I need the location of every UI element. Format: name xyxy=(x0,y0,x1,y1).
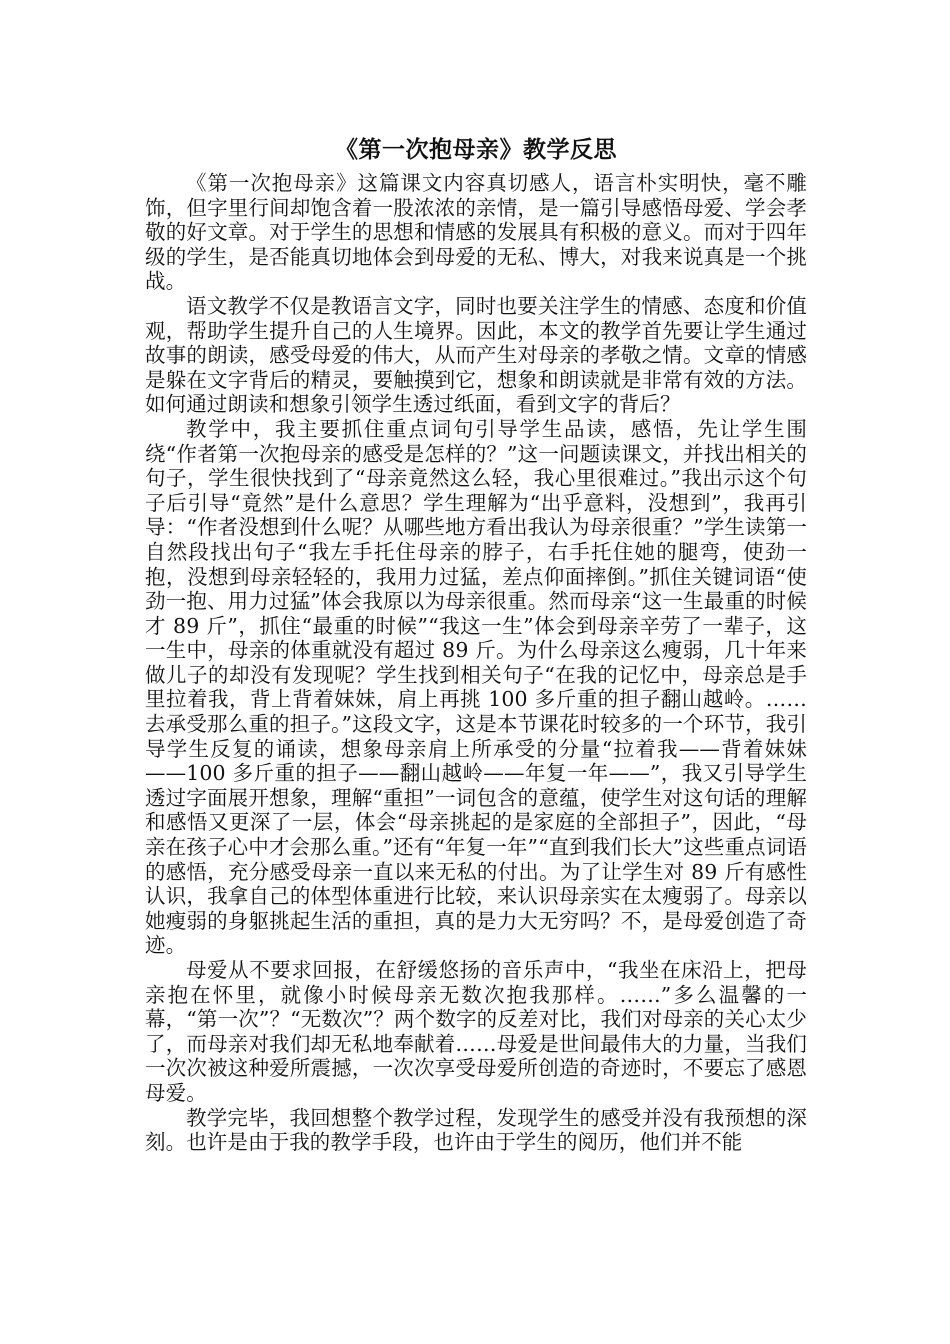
document-title: 《第一次抱母亲》教学反思 xyxy=(335,136,617,163)
document-body xyxy=(145,133,807,1155)
paragraph-2: 语文教学不仅是教语言文字，同时也要关注学生的情感、态度和价值观，帮助学生提升自己的人生境界。因此，本文的教学首先要让学生通过故事的朗读，感受母爱的伟大，从而产生对母亲的孝敬之情。文章的情感是躲在文字背后的精灵，要触摸到它，想象和朗读就是非常有效的方法。如何通过朗读和想象引领学生透过纸面，看到文字的背后？ xyxy=(145,293,807,417)
paragraph-4: 母爱从不要求回报，在舒缓悠扬的音乐声中，“我坐在床沿上，把母亲抱在怀里，就像小时候母亲无数次抱我那样。……”多么温馨的一幕，“第一次”？“无数次”？两个数字的反差对比，我们对母亲的关心太少了，而母亲对我们却无私地奉献着……母爱是世间最伟大的力量，当我们一次次被这种爱所震撼，一次次享受母爱所创造的奇迹时，不要忘了感恩母爱。 xyxy=(145,958,807,1105)
paragraph-1: 《第一次抱母亲》这篇课文内容真切感人，语言朴实明快，毫不雕饰，但字里行间却饱含着一股浓浓的亲情，是一篇引导感悟母爱、学会孝敬的好文章。对于学生的思想和情感的发展具有积极的意义。而对于四年级的学生，是否能真切地体会到母爱的无私、博大，对我来说真是一个挑战。 xyxy=(145,171,807,294)
paragraph-5: 教学完毕，我回想整个教学过程，发现学生的感受并没有我预想的深刻。也许是由于我的教学手段，也许由于学生的阅历，他们并不能 xyxy=(145,1105,807,1155)
paragraph-3: 教学中，我主要抓住重点词句引导学生品读，感悟，先让学生围绕“作者第一次抱母亲的感受是怎样的？”这一问题读课文，并找出相关的句子，学生很快找到了“母亲竟然这么轻，我心里很难过。”我出示这个句子后引导“竟然”是什么意思？学生理解为“出乎意料，没想到”，我再引导：“作者没想到什么呢？从哪些地方看出我认为母亲很重？”学生读第一自然段找出句子“我左手托住母亲的脖子，右手托住她的腿弯，使劲一抱，没想到母亲轻轻的，我用力过猛，差点仰面摔倒。”抓住关键词语“使劲一抱、用力过猛”体会我原以为母亲很重。然而母亲“这一生最重的时候才 89 斤”，抓住“最重的时候”“我这一生”体会到母亲辛劳了一辈子，这一生中，母亲的体重就没有超过 89 斤。为什么母亲这么瘦弱，几十年来做儿子的却没有发现呢？学生找到相关句子“在我的记忆中，母亲总是手里拉着我，背上背着妹妹，肩上再挑 100 多斤重的担子翻山越岭。……去承受那么重的担子。”这段文字，这是本节课花时较多的一个环节，我引导学生反复的诵读，想象母亲肩上所承受的分量“拉着我——背着妹妹——100 多斤重的担子——翻山越岭——年复一年——”，我又引导学生透过字面展开想象，理解“重担”一词包含的意蕴，使学生对这句话的理解和感悟又更深了一层，体会“母亲挑起的是家庭的全部担子”，因此，“母亲在孩子心中才会那么重。”还有“年复一年”“直到我们长大”这些重点词语的感悟，充分感受母亲一直以来无私的付出。为了让学生对 89 斤有感性认识，我拿自己的体型体重进行比较，来认识母亲实在太瘦弱了。母亲以她瘦弱的身躯挑起生活的重担，真的是力大无穷吗？不，是母爱创造了奇迹。 xyxy=(145,416,807,958)
